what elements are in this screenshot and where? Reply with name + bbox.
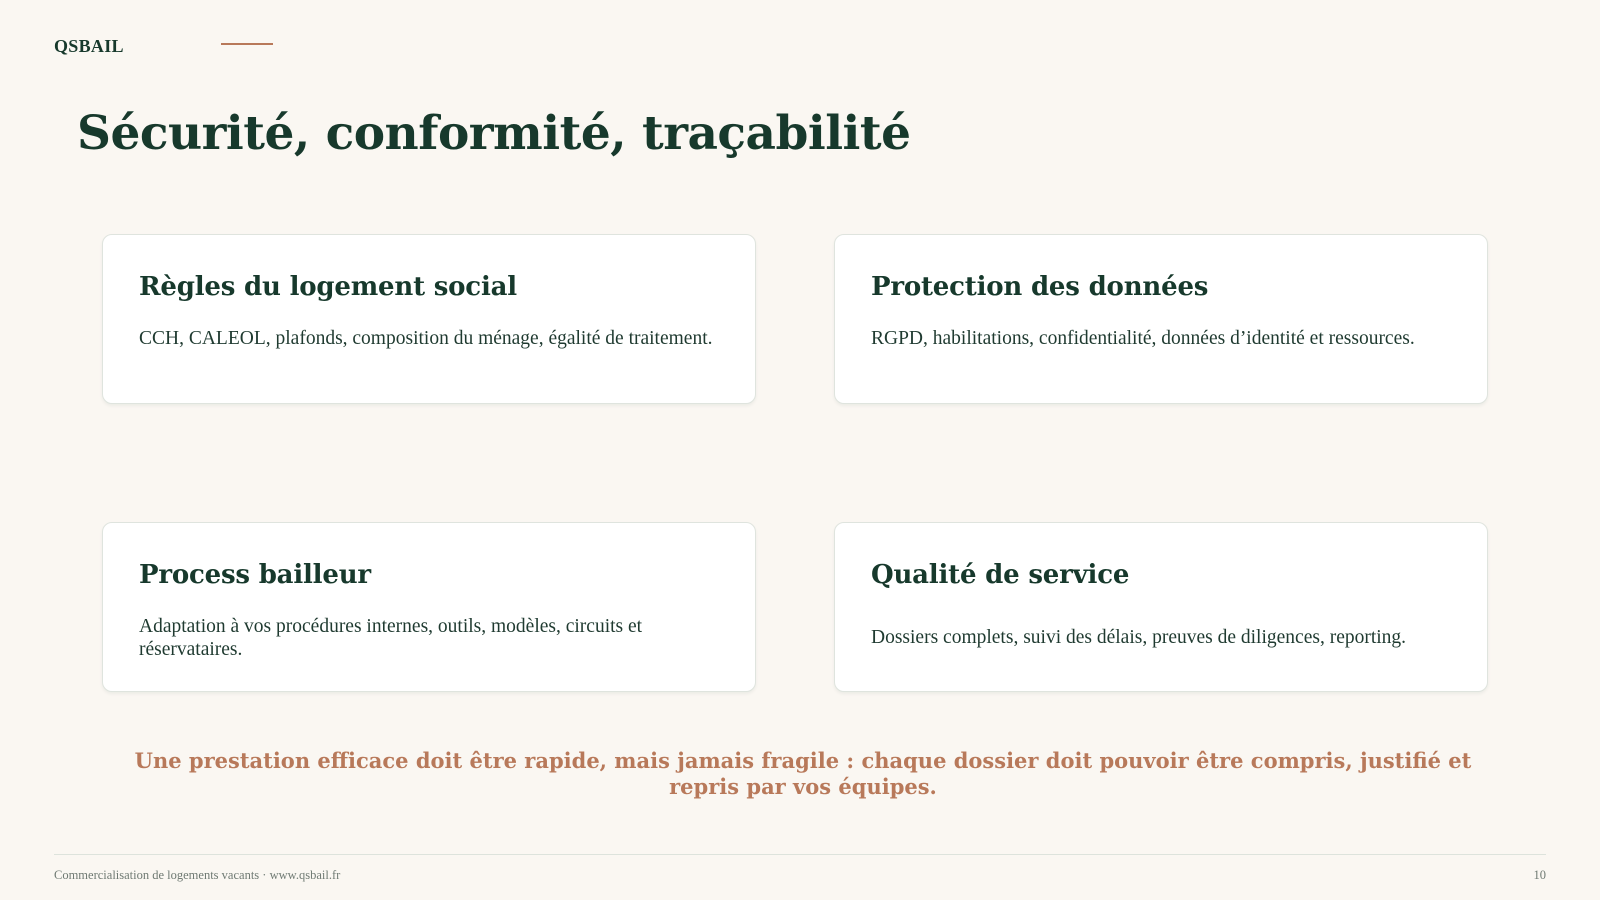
footer-text: Commercialisation de logements vacants · www.qsbail.fr	[54, 868, 341, 882]
card-text: RGPD, habilitations, confidentialité, données d’identité et ressources.	[871, 328, 1415, 349]
card-title: Protection des données	[871, 272, 1209, 302]
card-text: Dossiers complets, suivi des délais, preuves de diligences, reporting.	[871, 627, 1407, 648]
brand-logo: QSBAIL	[54, 36, 124, 56]
card-title: Qualité de service	[871, 560, 1130, 590]
closing-statement: Une prestation efficace doit être rapide, mais jamais fragile : chaque dossier doit pouvoir être compris, justifié et repris par vos équipes.	[134, 748, 1472, 799]
card-text: Adaptation à vos procédures internes, outils, modèles, circuits et réservataires.	[139, 616, 643, 660]
footer-divider	[54, 854, 1546, 855]
card-regles-logement-social	[102, 234, 756, 404]
card-process-bailleur	[102, 522, 756, 692]
card-qualite-service	[834, 522, 1488, 692]
card-protection-donnees	[834, 234, 1488, 404]
page-number: 10	[1533, 868, 1546, 882]
brand-accent-line	[221, 43, 273, 45]
card-title: Règles du logement social	[139, 272, 517, 302]
card-text: CCH, CALEOL, plafonds, composition du ménage, égalité de traitement.	[139, 328, 713, 349]
page-title: Sécurité, conformité, traçabilité	[77, 106, 911, 161]
card-title: Process bailleur	[139, 560, 371, 590]
